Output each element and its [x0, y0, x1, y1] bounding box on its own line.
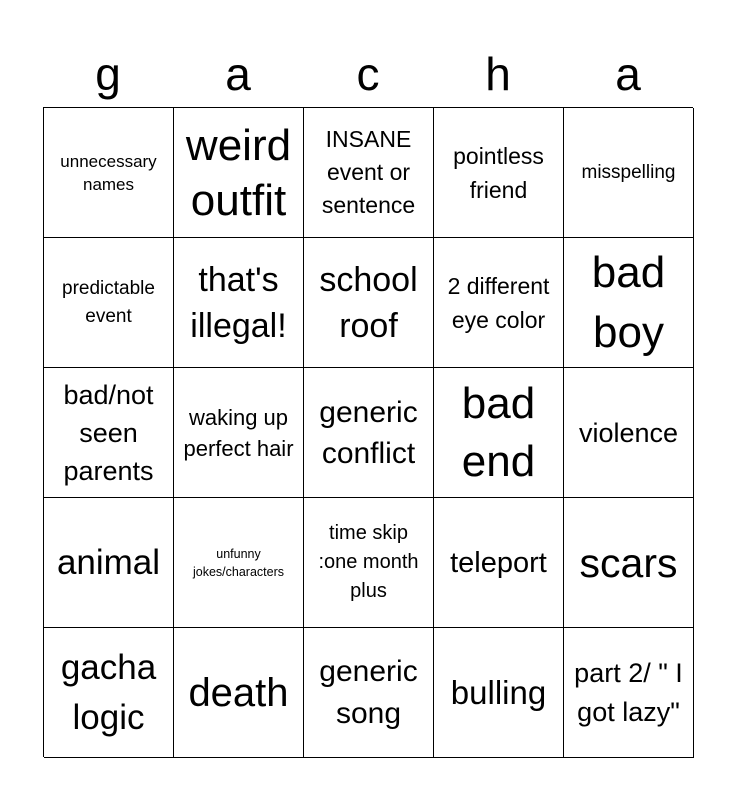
- cell-text: INSANE event or sentence: [321, 126, 416, 218]
- bingo-cell-r5c4[interactable]: [434, 628, 564, 758]
- cell-text: bulling: [450, 674, 547, 711]
- header-letter-a: a: [225, 48, 251, 100]
- cell-text: that's illegal!: [190, 260, 287, 345]
- cell-text: generic conflict: [319, 395, 418, 470]
- cell-text: bad end: [461, 378, 536, 486]
- cell-text: misspelling: [581, 161, 676, 183]
- bingo-cell-r5c1[interactable]: [44, 628, 174, 758]
- cell-text: violence: [578, 417, 679, 448]
- cell-text: part 2/ " I got lazy": [574, 657, 683, 727]
- bingo-cell-r1c5[interactable]: [564, 108, 694, 238]
- bingo-cell-r2c2[interactable]: [174, 238, 304, 368]
- cell-text: death: [188, 670, 289, 715]
- header-letter-g: g: [95, 48, 121, 100]
- header-letter-h: h: [485, 48, 511, 100]
- cell-text: bad boy: [591, 247, 666, 357]
- bingo-cell-r1c4[interactable]: [434, 108, 564, 238]
- bingo-cell-r1c2[interactable]: [174, 108, 304, 238]
- bingo-cell-r3c5[interactable]: [564, 368, 694, 498]
- bingo-cell-r5c5[interactable]: [564, 628, 694, 758]
- cell-text: waking up perfect hair: [183, 404, 294, 461]
- cell-text: time skip :one month plus: [318, 522, 419, 602]
- cell-text: pointless friend: [453, 142, 544, 203]
- bingo-cell-r1c3[interactable]: [304, 108, 434, 238]
- cell-text: weird outfit: [185, 120, 292, 225]
- cell-text: school roof: [319, 260, 418, 345]
- cell-text: teleport: [450, 546, 547, 579]
- bingo-cell-r3c4[interactable]: [434, 368, 564, 498]
- bingo-cell-r4c1[interactable]: [44, 498, 174, 628]
- cell-text: animal: [56, 543, 161, 582]
- cell-text: scars: [579, 539, 678, 586]
- bingo-cell-r1c1[interactable]: [44, 108, 174, 238]
- header-letter-a-2: a: [615, 48, 641, 100]
- bingo-cell-r2c5[interactable]: [564, 238, 694, 368]
- bingo-cell-r5c3[interactable]: [304, 628, 434, 758]
- cell-text: 2 different eye color: [447, 272, 550, 333]
- cell-text: bad/not seen parents: [63, 379, 154, 486]
- bingo-cell-r2c3[interactable]: [304, 238, 434, 368]
- header-letter-c: c: [356, 48, 380, 100]
- cell-text: unnecessary names: [60, 151, 157, 194]
- bingo-board: [43, 107, 693, 757]
- bingo-cell-r3c3[interactable]: [304, 368, 434, 498]
- bingo-cell-r4c5[interactable]: [564, 498, 694, 628]
- cell-text: unfunny jokes/characters: [192, 546, 284, 579]
- bingo-header: [43, 40, 693, 108]
- bingo-cell-r2c4[interactable]: [434, 238, 564, 368]
- bingo-cell-r5c2[interactable]: [174, 628, 304, 758]
- cell-text: generic song: [319, 654, 418, 730]
- bingo-cell-r3c1[interactable]: [44, 368, 174, 498]
- bingo-cell-r4c2[interactable]: [174, 498, 304, 628]
- cell-text: gacha logic: [60, 647, 157, 737]
- bingo-cell-r2c1[interactable]: [44, 238, 174, 368]
- bingo-cell-r3c2[interactable]: [174, 368, 304, 498]
- bingo-cell-r4c4[interactable]: [434, 498, 564, 628]
- cell-text: predictable event: [62, 277, 155, 327]
- bingo-cell-r4c3[interactable]: [304, 498, 434, 628]
